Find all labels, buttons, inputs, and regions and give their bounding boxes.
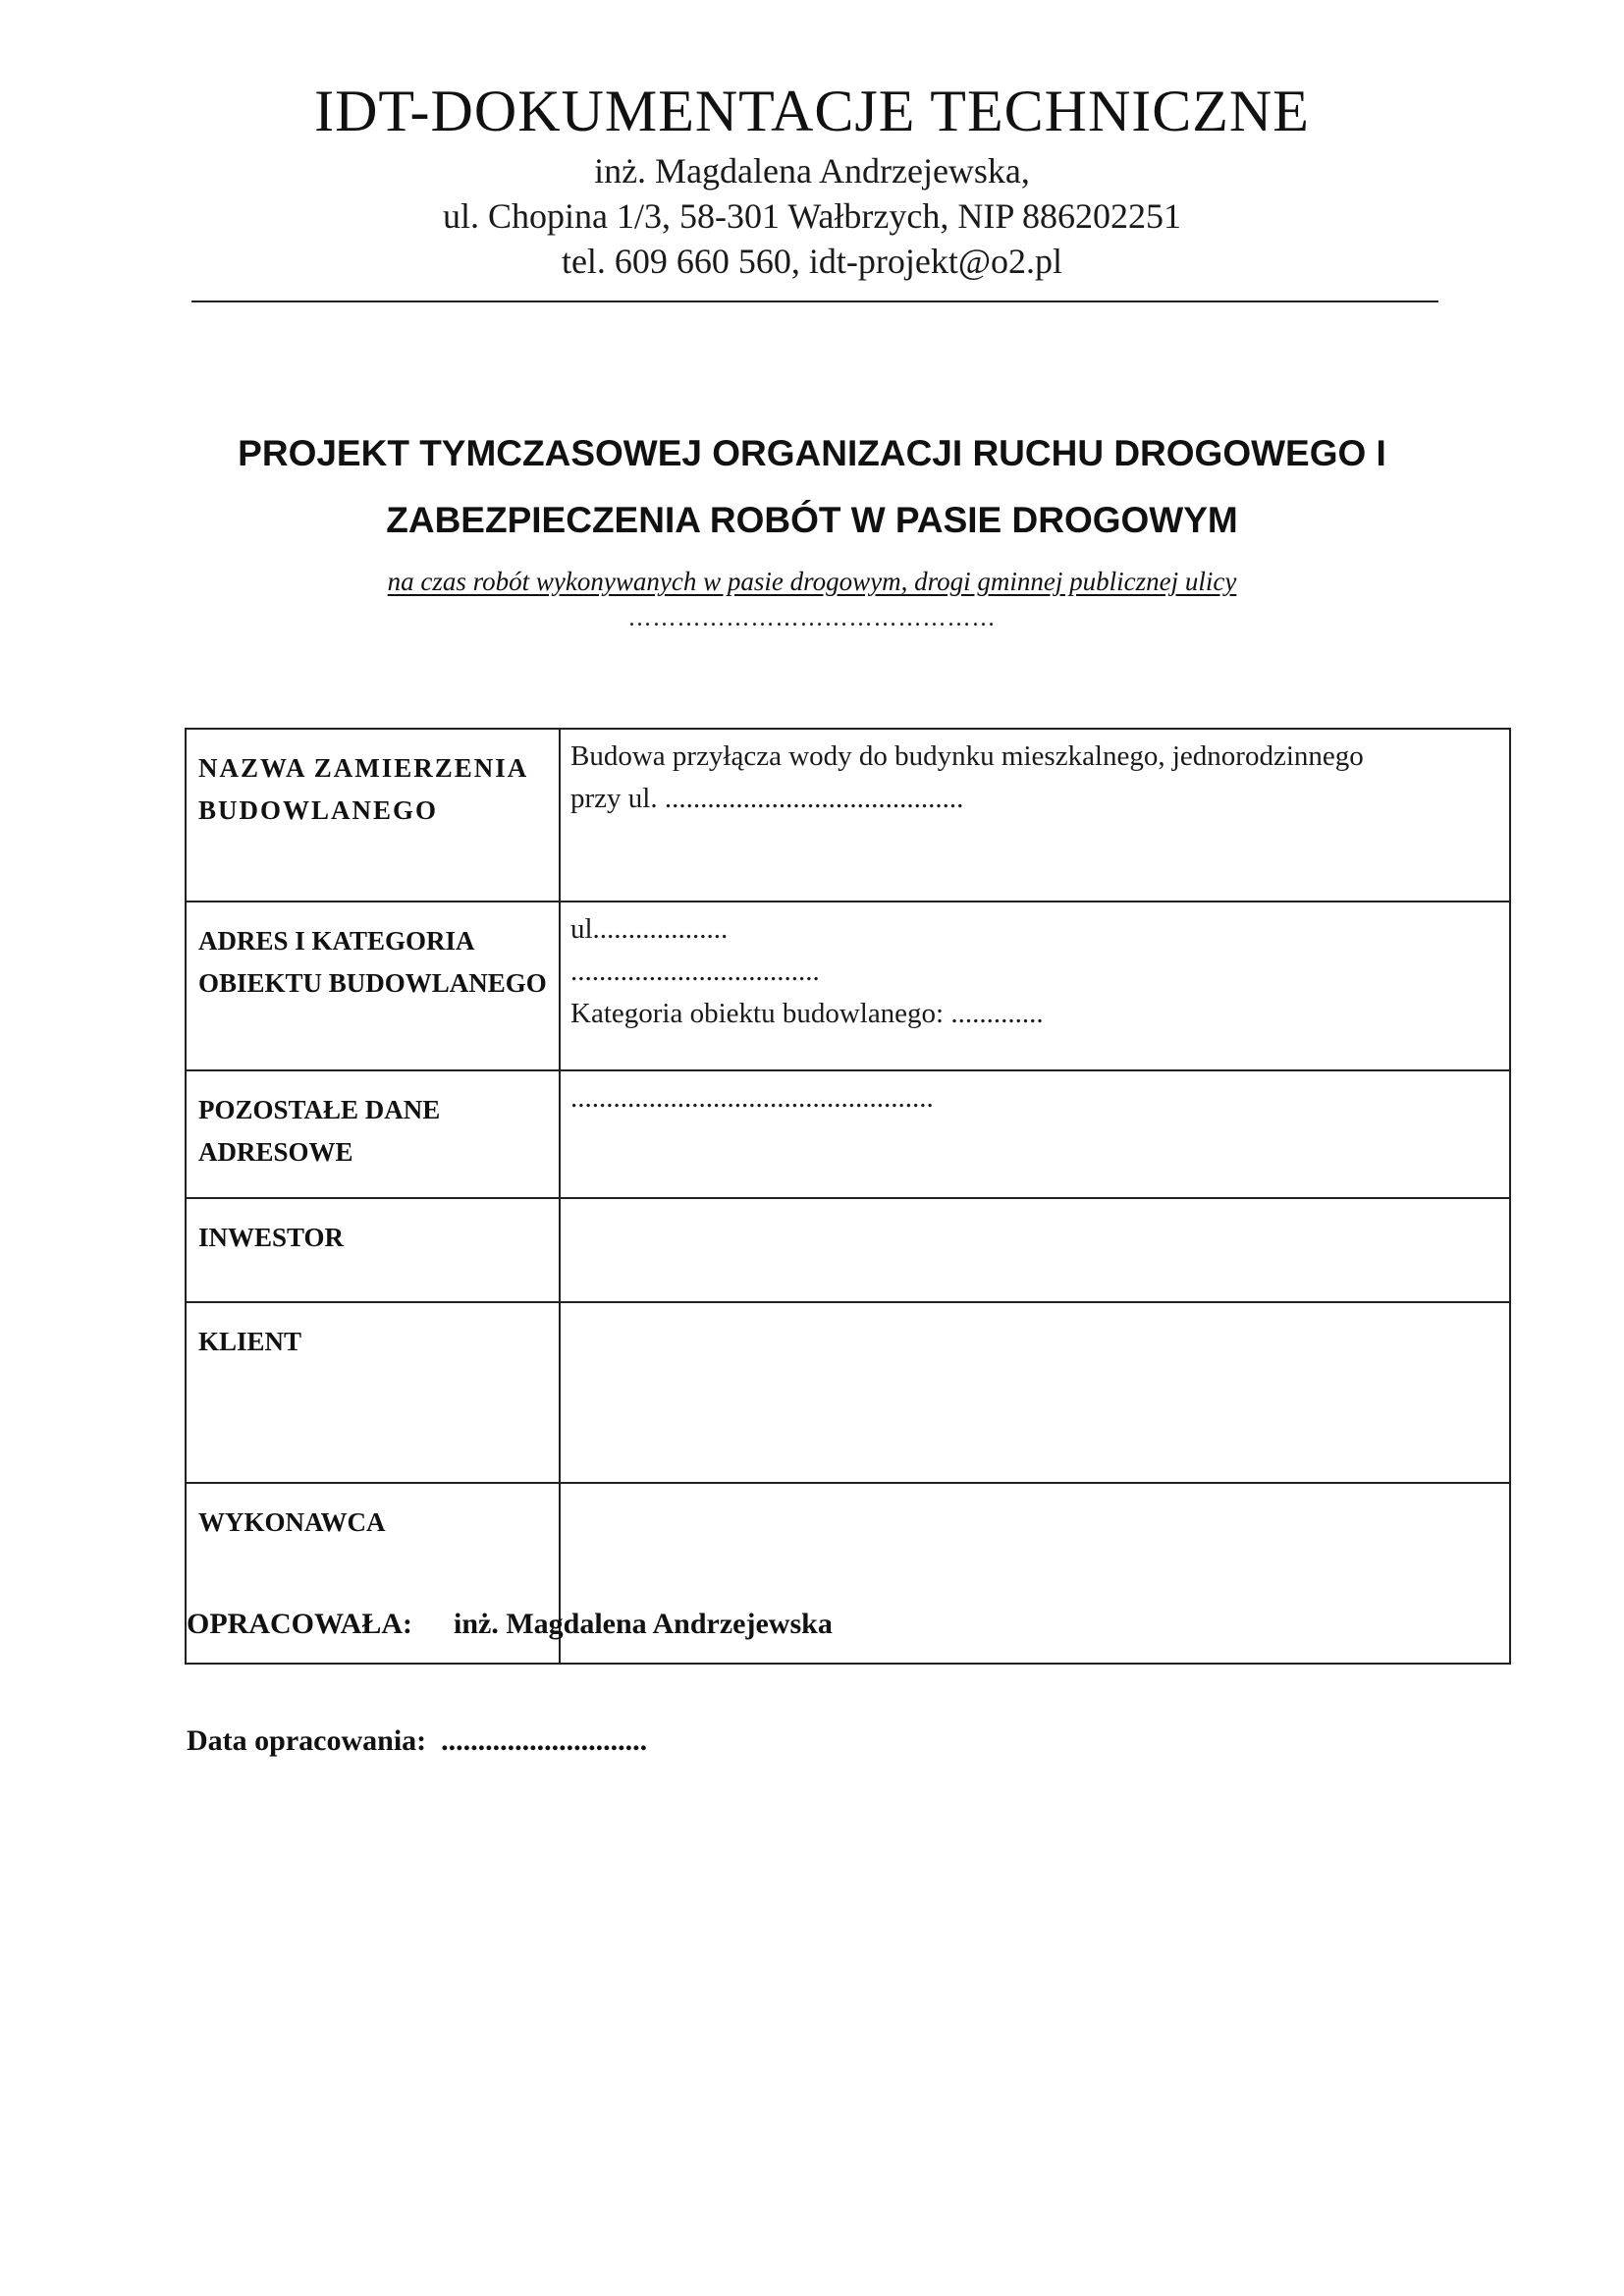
document-title-line-2: ZABEZPIECZENIA ROBÓT W PASIE DROGOWYM [386,500,1238,540]
row-value [560,1302,1510,1483]
project-info-table [185,728,1511,1665]
table-row [186,1198,1510,1302]
row-value [560,729,1510,902]
value-line: ................................... [570,956,820,987]
value-line: ul................... [570,913,729,945]
company-owner: inż. Magdalena Andrzejewska, [594,151,1030,191]
row-label: NAZWA ZAMIERZENIA BUDOWLANEGO [186,729,560,902]
row-value [560,1070,1510,1198]
value-line: ................................................... [570,1082,934,1114]
row-value [560,1198,1510,1302]
document-title-line-1: PROJEKT TYMCZASOWEJ ORGANIZACJI RUCHU DROGOWEGO I [238,433,1386,473]
table-row [186,1302,1510,1483]
subtitle-blank-field: ……………………………………… [627,606,997,631]
row-label: KLIENT [186,1302,560,1483]
value-line: Kategoria obiektu budowlanego: ............. [570,998,1044,1029]
row-value [560,902,1510,1070]
table-row [186,1070,1510,1198]
value-line: przy ul. .......................................... [570,783,964,814]
subtitle-text: na czas robót wykonywanych w pasie drogowym, drogi gminnej publicznej ulicy [387,567,1237,596]
table-row [186,902,1510,1070]
company-address: ul. Chopina 1/3, 58-301 Wałbrzych, NIP 886202251 [442,196,1182,236]
row-label: INWESTOR [186,1198,560,1302]
row-label: WYKONAWCA [186,1483,560,1664]
date-value: ............................ [441,1724,648,1757]
preparation-date [187,1723,647,1759]
value-line: Budowa przyłącza wody do budynku mieszkalnego, jednorodzinnego [570,740,1364,772]
date-label: Data opracowania: [187,1724,427,1757]
prepared-by [187,1607,833,1642]
table-row [186,729,1510,902]
company-contact: tel. 609 660 560, idt-projekt@o2.pl [561,242,1063,281]
row-label: POZOSTAŁE DANE ADRESOWE [186,1070,560,1198]
prepared-by-label: OPRACOWAŁA: [187,1608,412,1640]
prepared-by-value: inż. Magdalena Andrzejewska [454,1608,833,1640]
company-name: IDT-DOKUMENTACJE TECHNICZNE [314,79,1310,143]
header-divider [191,301,1438,302]
row-label: ADRES I KATEGORIA OBIEKTU BUDOWLANEGO [186,902,560,1070]
document-subtitle [0,565,1624,598]
